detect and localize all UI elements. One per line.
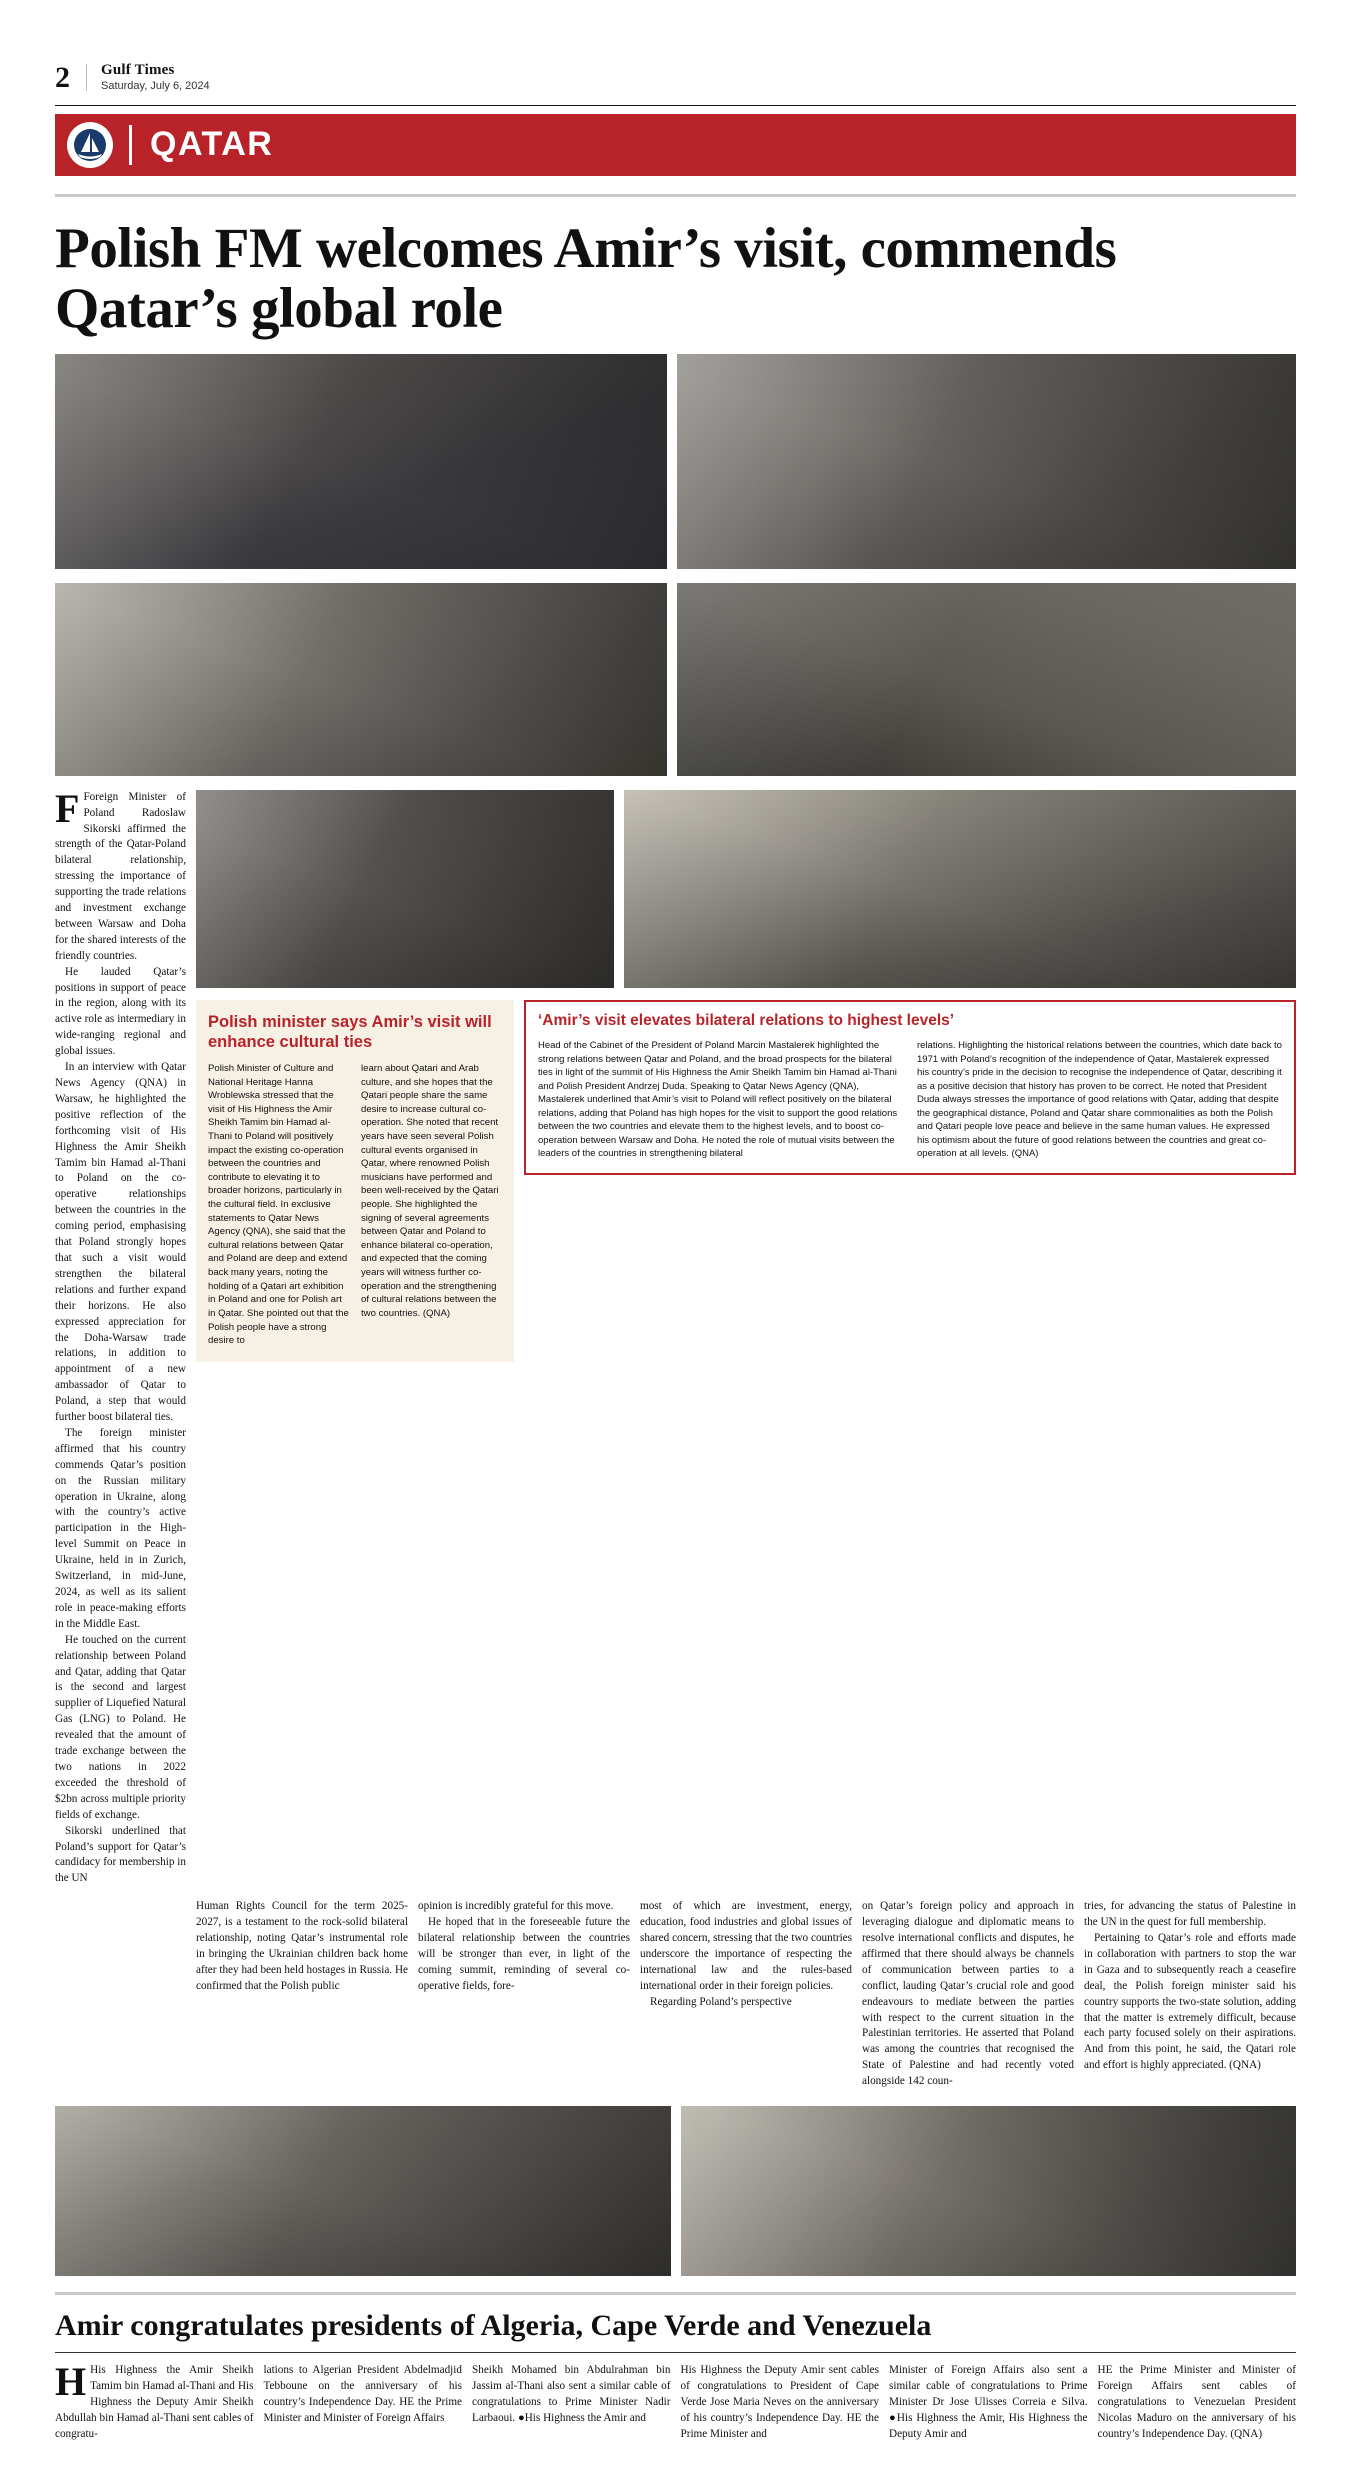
dropcap: H <box>55 2359 87 2405</box>
quote-box-column-1: Head of the Cabinet of the President of Poland Marcin Mastalerek highlighted the strong relations between Qatar and Poland, and the broad prospects for the bilateral ties in light of the summit of His Highness the Amir Sheikh Tamim bin Hamad al-Thani and Polish President Andrzej Duda. Speaking to Qatar News Agency (QNA), Mastalerek underlined that Amir’s visit to Poland will reflect positively on the bilateral relations, adding that Poland has high hopes for the visit to support the good relations between the two countries and elevate them to the highest levels, and to boost co-operation between Warsaw and Doha. He noted the role of mutual visits between the leaders of the countries in strengthening bilateral <box>538 1040 898 1160</box>
second-story-paragraph: Sheikh Mohamed bin Abdulrahman bin Jassim al-Thani also sent a similar cable of congratulations to Prime Minister Nadir Larbaoui. ●His Highness the Amir and <box>472 2364 671 2424</box>
continuation-column-4 <box>862 1899 1074 2090</box>
body-paragraph: Human Rights Council for the term 2025-2027, is a testament to the rock-solid bilateral relationship, noting Qatar’s instrumental role in bringing the Ukrainian children back home after they had been held hostages in Russia. He confirmed that the Polish public <box>196 1900 408 1992</box>
photo-amir-handshake-line <box>196 790 614 988</box>
second-story-paragraph: Minister of Foreign Affairs also sent a similar cable of congratulations to Prime Minister Dr Jose Ulisses Correia e Silva. ●His Highness the Amir, His Highness the Deputy Amir and <box>889 2364 1088 2440</box>
photo-amir-talks-lower-left <box>55 2106 671 2276</box>
lead-column <box>55 785 186 1888</box>
masthead <box>55 0 1296 99</box>
second-story-column-5 <box>889 2363 1088 2443</box>
photo-delegation-meeting-left <box>55 583 667 776</box>
publication-title: Gulf Times <box>101 62 175 78</box>
section-title: QATAR <box>150 125 274 164</box>
gulf-times-sail-logo-icon <box>67 122 113 168</box>
publication-date: Saturday, July 6, 2024 <box>101 80 210 93</box>
continuation-column-3 <box>640 1899 852 2010</box>
second-story-columns <box>55 2359 1296 2483</box>
body-paragraph: He lauded Qatar’s positions in support of peace in the region, along with its active role as intermediary in wide-ranging regional and global issues. <box>55 965 186 1058</box>
second-story-rule <box>55 2352 1296 2353</box>
second-story-paragraph: His Highness the Deputy Amir sent cables of congratulations to President of Cape Verde Jose Maria Neves on the anniversary of his country’s Independence Day. HE the Prime Minister and <box>680 2364 879 2440</box>
body-paragraph: tries, for advancing the status of Palestine in the UN in the quest for full membership. <box>1084 1900 1296 1929</box>
quote-box-title: ‘Amir’s visit elevates bilateral relations to highest levels’ <box>538 1011 955 1029</box>
sidebar-box-column-1: Polish Minister of Culture and National Heritage Hanna Wroblewska stressed that the visit of His Highness the Amir Sheikh Tamim bin Hamad al-Thani to Poland will positively impact the existing co-operation between the countries and contribute to elevating it to broader horizons, particularly in the cultural field. In exclusive statements to Qatar News Agency (QNA), she said that the cultural relations between Qatar and Poland are deep and extend back many years, noting the holding of a Qatari art exhibition in Poland and one for Polish art in Qatar. She pointed out that the Polish people have a strong desire to <box>208 1062 349 1347</box>
body-paragraph: opinion is incredibly grateful for this move. <box>418 1900 614 1913</box>
photo-amir-red-carpet-lower-right <box>681 2106 1297 2276</box>
photo-row-top <box>55 354 1296 569</box>
masthead-text <box>101 62 210 93</box>
lead-text: Foreign Minister of Poland Radoslaw Sikorski affirmed the strength of the Qatar-Poland bilateral relationship, stressing the importance of supporting the trade relations and investment exchange between Warsaw and Doha for the shared interests of the friendly countries. <box>55 790 186 962</box>
photo-amir-honour-guard <box>677 354 1296 569</box>
masthead-divider <box>86 64 87 91</box>
feature-boxes-row <box>196 1000 1296 1362</box>
page-title: Polish FM welcomes Amir’s visit, commends Qatar’s global role <box>55 216 1117 341</box>
second-story-column-4 <box>681 2363 880 2443</box>
photo-delegation-meeting-right <box>677 583 1296 776</box>
lead-block <box>55 785 1296 1888</box>
photo-row-second <box>55 583 1296 776</box>
masthead-rule <box>55 105 1296 106</box>
page-number: 2 <box>55 60 70 94</box>
dropcap: F <box>55 785 80 831</box>
body-paragraph: Pertaining to Qatar’s role and efforts made in collaboration with partners to stop the war in Gaza and to subsequently reach a ceasefire deal, the Polish foreign minister said his country supports the two-state solution, adding that the matter is extremely difficult, because each party focused solely on their aspirations. And from this point, he said, the Qatari role and effort is highly appreciated. (QNA) <box>1084 1932 1296 2072</box>
photo-row-third <box>196 790 1296 1888</box>
second-story-paragraph: lations to Algerian President Abdelmadjid Tebboune on the anniversary of his country’s Independence Day. HE the Prime Minister and Minister of Foreign Affairs <box>263 2364 462 2424</box>
photo-amir-greeting-officials <box>55 354 667 569</box>
lead-paragraph <box>55 785 186 965</box>
second-story-column-3 <box>472 2363 671 2443</box>
body-paragraph: Regarding Poland’s perspective <box>650 1995 792 2008</box>
section-bar <box>55 114 1296 176</box>
quote-box-bilateral-relations <box>524 1000 1296 1175</box>
quote-box-body <box>538 1039 1282 1160</box>
sidebar-box-body <box>208 1062 502 1348</box>
body-paragraph: on Qatar’s foreign policy and approach in leveraging dialogue and diplomatic means to resolve international conflicts and disputes, he affirmed that there should always be channels of communication between parties to a conflict, lauding Qatar’s crucial role and good endeavours to mediate between the parties with respect to the current situation in the Palestinian territories. He asserted that Poland was among the countries that recognised the State of Palestine and had recently voted alongside 142 coun- <box>862 1900 1074 2088</box>
body-paragraph: In an interview with Qatar News Agency (QNA) in Warsaw, he highlighted the positive reflection of the forthcoming visit of His Highness the Amir Sheikh Tamim bin Hamad al-Thani to Poland on the co-operative relationships between the countries in the coming period, emphasising that Poland strongly hopes that such a visit would strengthen the bilateral relations and further expand their horizons. He also expressed appreciation for the Doha-Warsaw trade relations, in addition to appointment of a new ambassador of Qatar to Poland, a step that would further boost bilateral ties. <box>55 1061 186 1424</box>
sidebar-box-cultural-ties <box>196 1000 514 1362</box>
continuation-column-5 <box>1084 1899 1296 2074</box>
continuation-column-1 <box>196 1899 408 1994</box>
second-story-column-2 <box>264 2363 463 2443</box>
sidebar-box-title: Polish minister says Amir’s visit will enhance cultural ties <box>208 1012 492 1051</box>
body-paragraph: He hoped that in the foreseeable future the bilateral relationship between the countries will be stronger than ever, in light of the coming summit, reminding of several co-operative fields, fore- <box>418 1916 630 1992</box>
photo-row-bottom <box>55 2106 1296 2276</box>
body-paragraph: The foreign minister affirmed that his country commends Qatar’s position on the Russian military operation in Ukraine, along with the country’s active participation in the High-level Summit on Peace in Ukraine, held in in Zurich, Switzerland, in mid-June, 2024, as well as its salient role in peace-making efforts in the Middle East. <box>55 1426 186 1630</box>
second-story-paragraph <box>55 2359 254 2443</box>
second-story-paragraph: HE the Prime Minister and Minister of Foreign Affairs sent cables of congratulations to Venezuelan President Nicolas Maduro on the anniversary of his country’s Independence Day. (QNA) <box>1097 2364 1296 2440</box>
headline-top-rule <box>55 194 1296 197</box>
quote-box-column-2: relations. Highlighting the historical relations between the countries, which date back to 1971 with Poland’s recognition of the independence of Qatar, Mastalerek expressed his country’s pride in the decision to recognise the independence of Qatar, describing it as a positive decision that history has proven to be correct. He noted that President Duda always stresses the importance of good relations with Qatar, adding that despite the geographical distance, Poland and Qatar share commonalities as both the Polish and Qatari people love peace and believe in the same human values. He expressed his optimism about the future of good relations between the countries and great co-operation at all levels. (QNA) <box>917 1040 1282 1160</box>
body-paragraph: He touched on the current relationship between Poland and Qatar, adding that Qatar is the second and largest supplier of Liquefied Natural Gas (LNG) to Poland. He revealed that the amount of trade exchange between the two nations in 2022 exceeded the threshold of $2bn across multiple priority fields of exchange. <box>55 1633 186 1821</box>
second-story-text: His Highness the Amir Sheikh Tamim bin Hamad al-Thani and His Highness the Deputy Amir Sheikh Abdullah bin Hamad al-Thani sent cables of congratu- <box>55 2364 254 2440</box>
second-story-title: Amir congratulates presidents of Algeria, Cape Verde and Venezuela <box>55 2309 932 2343</box>
body-paragraph: Sikorski underlined that Poland’s support for Qatar’s candidacy for membership in the UN <box>55 1824 186 1885</box>
continuation-column-2 <box>418 1899 630 1994</box>
second-story-column-1 <box>55 2359 254 2443</box>
sidebar-box-column-2: learn about Qatari and Arab culture, and she hopes that the Qatari people share the same desire to increase cultural co-operation. She noted that recent years have seen several Polish cultural events organised in Qatar, where renowned Polish musicians have performed and been well-received by the Qatari people. She highlighted the signing of several agreements between Qatar and Poland to enhance bilateral co-operation, and expected that the coming years will witness further co-operation and the strengthening of cultural relations between the two countries. (QNA) <box>361 1062 499 1319</box>
section-bar-separator <box>129 125 132 165</box>
story-continuation-row <box>55 1899 1296 2090</box>
second-story-top-rule <box>55 2292 1296 2295</box>
photo-amir-receiving-line <box>624 790 1296 988</box>
second-story-column-6 <box>1098 2363 1297 2443</box>
body-paragraph: most of which are investment, energy, education, food industries and global issues of shared concern, stressing that the two countries underscore the importance of respecting the international law and the rules-based international order in their foreign policies. <box>640 1900 852 1992</box>
